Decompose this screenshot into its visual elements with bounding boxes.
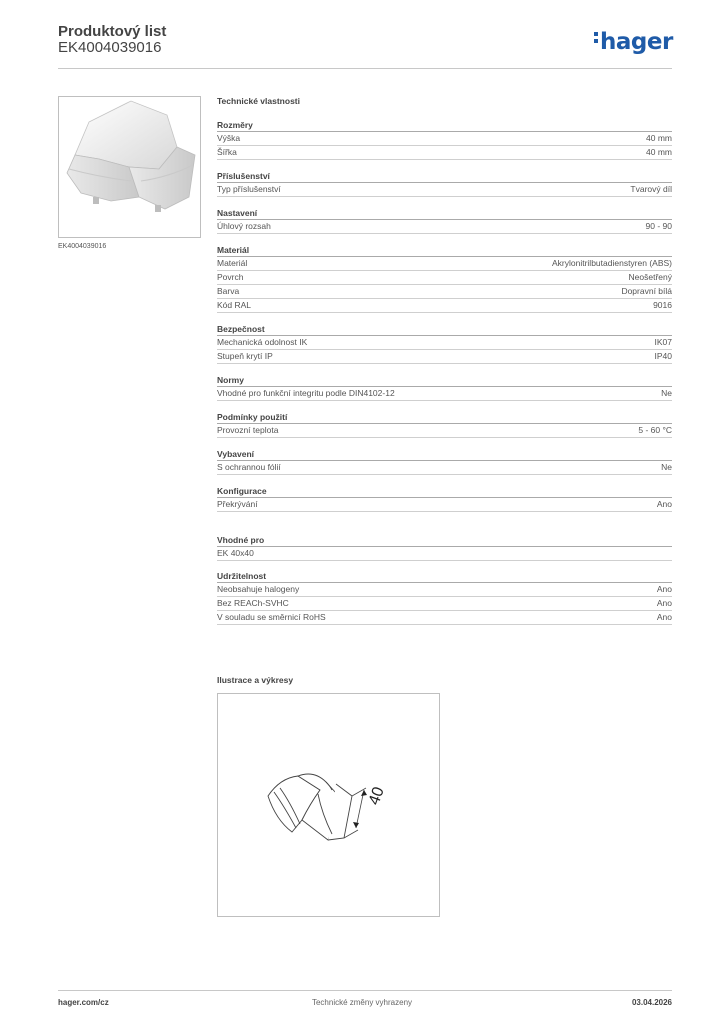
spec-section [217, 119, 672, 160]
section-title: Vybavení [217, 448, 672, 461]
page-title: Produktový list [58, 23, 167, 40]
spec-row [217, 583, 672, 597]
spec-section [217, 448, 672, 475]
spec-row [217, 183, 672, 197]
spec-label: Vhodné pro funkční integritu podle DIN4102-12 [217, 388, 395, 398]
section-title: Vhodné pro [217, 534, 672, 547]
dimension-label: 40 [365, 784, 388, 808]
spec-section [217, 411, 672, 438]
technical-drawing [217, 693, 440, 917]
spec-row [217, 336, 672, 350]
specs-title: Technické vlastnosti [217, 96, 300, 106]
footer-divider [58, 990, 672, 991]
spec-value: Ano [656, 612, 672, 622]
spec-sections [217, 119, 672, 512]
spec-section [217, 244, 672, 313]
spec-row [217, 461, 672, 475]
footer-website-link[interactable]: hager.com/cz [58, 998, 109, 1007]
spec-row [217, 132, 672, 146]
section-title: Udržitelnost [217, 570, 672, 583]
spec-label: S ochrannou fólií [217, 462, 281, 472]
spec-label: Stupeň krytí IP [217, 351, 273, 361]
spec-label: EK 40x40 [217, 548, 254, 558]
spec-row [217, 611, 672, 625]
spec-value: 90 - 90 [645, 221, 672, 231]
spec-value: Ano [656, 584, 672, 594]
spec-label: Typ příslušenství [217, 184, 281, 194]
suitable-section [217, 534, 672, 561]
spec-value: 9016 [653, 300, 672, 310]
spec-label: Úhlový rozsah [217, 221, 271, 231]
logo-text: hager [600, 29, 673, 55]
spec-value: Ne [661, 462, 672, 472]
spec-value: Tvarový díl [630, 184, 672, 194]
spec-label: V souladu se směrnicí RoHS [217, 612, 326, 622]
section-title: Konfigurace [217, 485, 672, 498]
spec-value: IK07 [654, 337, 672, 347]
technical-specs [217, 96, 672, 625]
spec-row [217, 387, 672, 401]
section-title: Rozměry [217, 119, 672, 132]
spec-label: Provozní teplota [217, 425, 279, 435]
section-title: Normy [217, 374, 672, 387]
section-title: Příslušenství [217, 170, 672, 183]
photo-caption: EK4004039016 [58, 243, 107, 250]
spec-section [217, 485, 672, 512]
spec-row [217, 271, 672, 285]
spec-value: Ne [661, 388, 672, 398]
spec-label: Materiál [217, 258, 248, 268]
sustainability-section [217, 570, 672, 625]
spec-row [217, 220, 672, 234]
spec-value: Akrylonitrilbutadienstyren (ABS) [552, 258, 672, 268]
spec-label: Překrývání [217, 499, 258, 509]
spec-row [217, 299, 672, 313]
spec-section [217, 374, 672, 401]
footer-disclaimer: Technické změny vyhrazeny [311, 998, 413, 1007]
section-title: Podmínky použití [217, 411, 672, 424]
spec-row [217, 547, 672, 561]
spec-row [217, 285, 672, 299]
drawing-svg [218, 694, 439, 916]
spec-row [217, 146, 672, 160]
spec-value: Dopravní bílá [621, 286, 672, 296]
header-divider [58, 68, 672, 69]
spec-value: Neošetřený [628, 272, 672, 282]
spec-section [217, 170, 672, 197]
spec-value: IP40 [654, 351, 672, 361]
footer-date: 03.04.2026 [631, 998, 672, 1007]
product-photo [58, 96, 201, 238]
spec-label: Neobsahuje halogeny [217, 584, 300, 594]
section-title: Materiál [217, 244, 672, 257]
article-number: EK4004039016 [58, 39, 162, 56]
spec-row [217, 350, 672, 364]
spec-label: Výška [217, 133, 241, 143]
spec-row [217, 498, 672, 512]
spec-section [217, 323, 672, 364]
hager-logo[interactable] [594, 29, 673, 55]
spec-value: 40 mm [646, 147, 672, 157]
spec-value: 5 - 60 °C [638, 425, 672, 435]
spec-row [217, 424, 672, 438]
illustrations-title: Ilustrace a výkresy [217, 675, 294, 685]
spec-value: 40 mm [646, 133, 672, 143]
logo-dots-icon [594, 32, 598, 46]
spec-label: Kód RAL [217, 300, 252, 310]
section-title: Bezpečnost [217, 323, 672, 336]
spec-row [217, 257, 672, 271]
spec-section [217, 207, 672, 234]
spec-label: Mechanická odolnost IK [217, 337, 308, 347]
spec-label: Barva [217, 286, 240, 296]
spec-value: Ano [656, 499, 672, 509]
product-photo-image [59, 97, 200, 237]
spec-label: Šířka [217, 147, 237, 157]
spec-row [217, 597, 672, 611]
section-title: Nastavení [217, 207, 672, 220]
spec-label: Povrch [217, 272, 244, 282]
spec-value: Ano [656, 598, 672, 608]
spec-label: Bez REACh-SVHC [217, 598, 289, 608]
